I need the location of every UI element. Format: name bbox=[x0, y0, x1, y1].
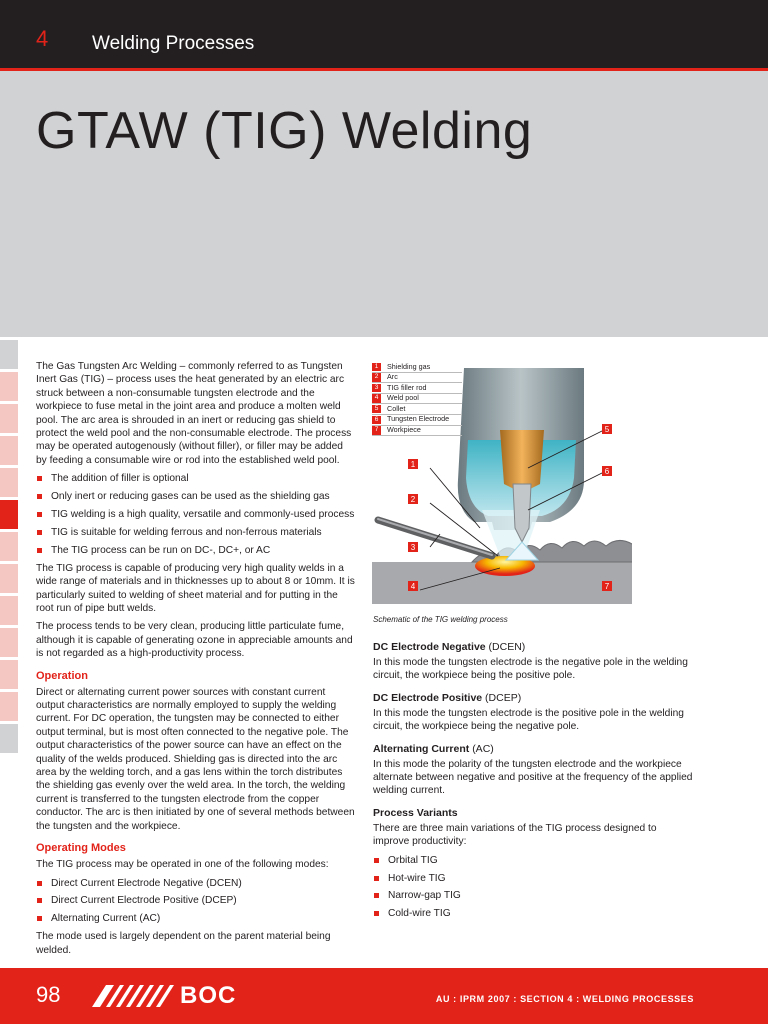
legend-number: 6 bbox=[372, 416, 381, 425]
list-item bbox=[36, 472, 356, 485]
bullet-icon bbox=[37, 476, 42, 481]
fume-paragraph: The process tends to be very clean, producing little particulate fume, although it is capable of generating ozone in appreciable amounts and is not regarded as a high-productivity process. bbox=[36, 621, 353, 660]
legend-label: TIG filler rod bbox=[387, 382, 427, 392]
dcen-abbr: (DCEN) bbox=[488, 641, 526, 653]
list-item-text: TIG welding is a high quality, versatile and commonly-used process bbox=[51, 509, 355, 521]
legend-number: 3 bbox=[372, 384, 381, 393]
legend-label: Tungsten Electrode bbox=[387, 414, 450, 424]
header-bar bbox=[0, 0, 768, 68]
list-item bbox=[373, 872, 693, 885]
dcep-heading-text: DC Electrode Positive bbox=[373, 691, 483, 704]
dcep-paragraph: In this mode the tungsten electrode is the positive pole in the welding circuit, the workpiece being the negative pole. bbox=[373, 707, 684, 733]
list-item bbox=[36, 894, 356, 907]
list-item-text: Cold-wire TIG bbox=[388, 908, 451, 920]
callout-label-1: 1 bbox=[410, 460, 416, 469]
legend-label: Arc bbox=[387, 372, 398, 382]
boc-logo-text: BOC bbox=[180, 982, 237, 1009]
list-item bbox=[36, 912, 356, 925]
legend-label: Collet bbox=[387, 403, 406, 413]
diagram-caption: Schematic of the TIG welding process bbox=[373, 615, 508, 624]
list-item bbox=[36, 526, 356, 539]
callout-label-7: 7 bbox=[604, 582, 610, 591]
list-item bbox=[373, 854, 693, 867]
intro-bullet-list bbox=[36, 472, 356, 557]
legend-number: 7 bbox=[372, 426, 381, 435]
bullet-icon bbox=[374, 893, 379, 898]
legend-row bbox=[372, 394, 462, 405]
legend-row bbox=[372, 362, 462, 373]
boc-logo bbox=[92, 984, 236, 1008]
legend-number: 4 bbox=[372, 394, 381, 403]
legend-label: Shielding gas bbox=[387, 361, 431, 371]
footer-bar bbox=[0, 968, 768, 1024]
operation-heading: Operation bbox=[36, 669, 88, 682]
legend-label: Workpiece bbox=[387, 425, 421, 435]
list-item-text: TIG is suitable for welding ferrous and non-ferrous materials bbox=[51, 526, 322, 538]
section-tab bbox=[0, 372, 18, 401]
modes-intro: The TIG process may be operated in one of the following modes: bbox=[36, 859, 329, 871]
bullet-icon bbox=[37, 898, 42, 903]
section-tab-strip bbox=[0, 340, 18, 756]
legend-number: 5 bbox=[372, 405, 381, 414]
legend-row bbox=[372, 426, 462, 437]
chapter-number: 4 bbox=[36, 26, 49, 51]
section-tab bbox=[0, 532, 18, 561]
callout-label-6: 6 bbox=[604, 467, 610, 476]
right-column bbox=[373, 640, 693, 925]
callout-label-5: 5 bbox=[604, 425, 610, 434]
legend-row bbox=[372, 383, 462, 394]
list-item bbox=[36, 490, 356, 503]
bullet-icon bbox=[37, 916, 42, 921]
legend-label: Weld pool bbox=[387, 393, 419, 403]
bullet-icon bbox=[37, 530, 42, 535]
section-tab bbox=[0, 468, 18, 497]
list-item-text: Alternating Current (AC) bbox=[51, 913, 161, 925]
callout-label-4: 4 bbox=[410, 582, 416, 591]
list-item bbox=[36, 544, 356, 557]
modes-outro: The mode used is largely dependent on the parent material being welded. bbox=[36, 931, 331, 956]
list-item-text: The addition of filler is optional bbox=[51, 473, 189, 485]
chapter-title: Welding Processes bbox=[92, 33, 255, 54]
operating-modes-heading: Operating Modes bbox=[36, 842, 126, 855]
dcen-paragraph: In this mode the tungsten electrode is the negative pole in the welding circuit, the workpiece being the positive pole. bbox=[373, 657, 688, 682]
variants-intro: There are three main variations of the TIG process designed to improve productivity: bbox=[373, 822, 657, 848]
title-panel bbox=[0, 71, 768, 337]
list-item bbox=[373, 907, 693, 920]
list-item-text: Direct Current Electrode Negative (DCEN) bbox=[51, 877, 242, 889]
list-item-text: Orbital TIG bbox=[388, 854, 438, 866]
list-item bbox=[373, 889, 693, 902]
list-item bbox=[36, 508, 356, 521]
legend-row bbox=[372, 415, 462, 426]
section-tab bbox=[0, 692, 18, 721]
bullet-icon bbox=[374, 876, 379, 881]
section-tab bbox=[0, 436, 18, 465]
dcen-heading-text: DC Electrode Negative bbox=[373, 641, 486, 653]
list-item-text: Narrow-gap TIG bbox=[388, 890, 461, 902]
process-variants-heading: Process Variants bbox=[373, 806, 458, 819]
legend-number: 2 bbox=[372, 373, 381, 382]
page-title: GTAW (TIG) Welding bbox=[36, 102, 533, 160]
section-tab bbox=[0, 596, 18, 625]
legend-number: 1 bbox=[372, 363, 381, 372]
list-item-text: Direct Current Electrode Positive (DCEP) bbox=[51, 895, 237, 907]
list-item-text: Only inert or reducing gases can be used as the shielding gas bbox=[51, 491, 330, 503]
bullet-icon bbox=[374, 911, 379, 916]
legend-row bbox=[372, 404, 462, 415]
quality-paragraph: The TIG process is capable of producing very high quality welds in a wide range of materials and in thicknesses up to about 8 or 10mm. It is particularly suited to welding of sheet material and for putting in the root run of pipe butt welds. bbox=[36, 562, 355, 614]
diagram-legend bbox=[372, 362, 462, 436]
ac-abbr: (AC) bbox=[472, 742, 494, 755]
left-column bbox=[36, 360, 356, 962]
page-number: 98 bbox=[36, 982, 61, 1007]
dcep-heading bbox=[373, 691, 693, 705]
operation-paragraph: Direct or alternating current power sources with constant current output characteristics are normally employed to supply the welding current. For DC operation, the tungsten may be connected to either output terminal, but is most often connected to the negative pole. The output characteristics of the power source can have an effect on the quality of the welds produced. Shielding gas is directed into the arc area by the welding torch, and a gas lens within the torch distributes the shielding gas evenly over the weld area. In the torch, the welding current is transferred to the tungsten electrode from the copper conductor. The arc is then initiated by one of several methods between the tungsten and the workpiece. bbox=[36, 686, 355, 832]
ac-heading bbox=[373, 742, 693, 756]
modes-list bbox=[36, 877, 356, 926]
ac-heading-text: Alternating Current bbox=[373, 742, 470, 755]
variants-list bbox=[373, 854, 693, 921]
bullet-icon bbox=[374, 858, 379, 863]
callout-label-2: 2 bbox=[410, 495, 416, 504]
dcep-abbr: (DCEP) bbox=[485, 691, 522, 704]
dcen-heading bbox=[373, 640, 693, 654]
legend-row bbox=[372, 373, 462, 384]
bullet-icon bbox=[37, 512, 42, 517]
ac-paragraph: In this mode the polarity of the tungsten electrode and the workpiece alternate between negative and positive at the frequency of the applied welding current. bbox=[373, 758, 693, 797]
collet-shape bbox=[500, 430, 544, 492]
section-tab bbox=[0, 500, 18, 529]
list-item-text: Hot-wire TIG bbox=[388, 872, 446, 884]
boc-stripes-icon bbox=[92, 985, 174, 1007]
list-item bbox=[36, 877, 356, 890]
callout-label-3: 3 bbox=[410, 543, 416, 552]
section-tab bbox=[0, 660, 18, 689]
bullet-icon bbox=[37, 881, 42, 886]
list-item-text: The TIG process can be run on DC-, DC+, or AC bbox=[51, 544, 271, 556]
section-tab bbox=[0, 404, 18, 433]
intro-paragraph: The Gas Tungsten Arc Welding – commonly referred to as Tungsten Inert Gas (TIG) – process uses the heat generated by an electric arc struck between a non-consumable tungsten electrode and the workpiece to fuse metal in the joint area and produce a molten weld pool. The arc area is shrouded in an inert or reducing gas shield to protect the weld pool and the non-consumable electrode. The process may be operated autogenously (without filler), or filler may be added by feeding a consumable wire or rod into the established weld pool. bbox=[36, 361, 352, 466]
footer-section-label: AU : IPRM 2007 : SECTION 4 : WELDING PROCESSES bbox=[435, 994, 694, 1004]
section-tab bbox=[0, 724, 18, 753]
section-tab bbox=[0, 564, 18, 593]
bullet-icon bbox=[37, 548, 42, 553]
bullet-icon bbox=[37, 494, 42, 499]
section-tab bbox=[0, 340, 18, 369]
section-tab bbox=[0, 628, 18, 657]
